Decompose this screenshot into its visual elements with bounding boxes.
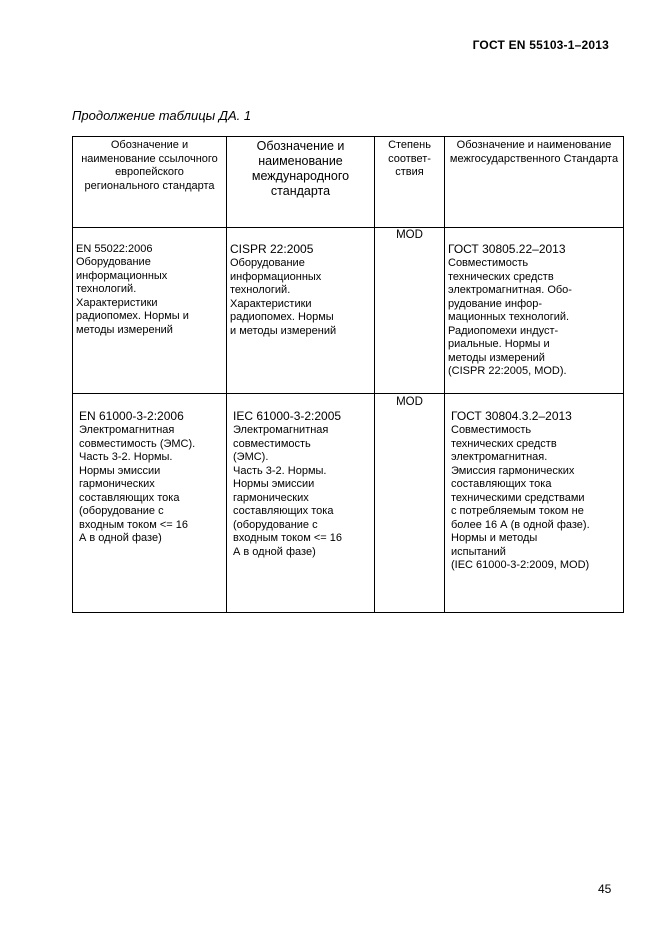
page-number: 45 [598, 882, 612, 896]
table-row [73, 228, 624, 394]
standards-table [72, 136, 624, 613]
cell-degree: MOD [375, 228, 445, 394]
cell-european [73, 394, 227, 613]
international-title: Электромагнитная совместимость (ЭМС). Часть 3-2. Нормы. Нормы эмиссии гармонических составляющих тока (оборудование с входным током <= 16 А в одной фазе) [233, 424, 342, 558]
table-caption: Продолжение таблицы ДА. 1 [72, 108, 252, 123]
interstate-title: Совместимость технических средств электромагнитная. Эмиссия гармонических составляющих тока техническими средствами с потребляемым током не более 16 А (в одной фазе). Нормы и методы испытаний (IEC 61000-3-2:2009, MOD) [451, 424, 590, 571]
column-header-degree: Степень соответ-ствия [375, 137, 445, 228]
cell-european [73, 228, 227, 394]
interstate-code: ГОСТ 30804.3.2–2013 [451, 408, 572, 423]
document-code: ГОСТ EN 55103-1–2013 [472, 38, 609, 52]
cell-interstate [445, 394, 624, 613]
european-title: Электромагнитная совместимость (ЭМС). Часть 3-2. Нормы. Нормы эмиссии гармонических составляющих тока (оборудование с входным током <= 16 А в одной фазе) [79, 424, 196, 544]
column-header-international: Обозначение и наименование международного стандарта [227, 137, 375, 228]
european-code: EN 61000-3-2:2006 [79, 408, 184, 423]
cell-international [227, 394, 375, 613]
table-header-row [73, 137, 624, 228]
cell-international [227, 228, 375, 394]
column-header-european: Обозначение и наименование ссылочного европейского регионального стандарта [73, 137, 227, 228]
international-code: CISPR 22:2005 [230, 241, 314, 256]
interstate-title: Совместимость технических средств электромагнитная. Обо- рудование инфор- мационных технологий. Радиопомехи индуст- риальные. Нормы и методы измерений (CISPR 22:2005, MOD). [448, 257, 572, 377]
international-code: IEC 61000-3-2:2005 [233, 408, 342, 423]
table-row [73, 394, 624, 613]
column-header-interstate: Обозначение и наименование межгосударственного Стандарта [445, 137, 624, 228]
cell-degree: MOD [375, 394, 445, 613]
european-code: EN 55022:2006 [76, 242, 153, 255]
cell-interstate [445, 228, 624, 394]
european-title: Оборудование информационных технологий. Характеристики радиопомех. Нормы и методы измерений [76, 256, 189, 336]
interstate-code: ГОСТ 30805.22–2013 [448, 241, 566, 256]
international-title: Оборудование информационных технологий. Характеристики радиопомех. Нормы и методы измерений [230, 257, 337, 337]
